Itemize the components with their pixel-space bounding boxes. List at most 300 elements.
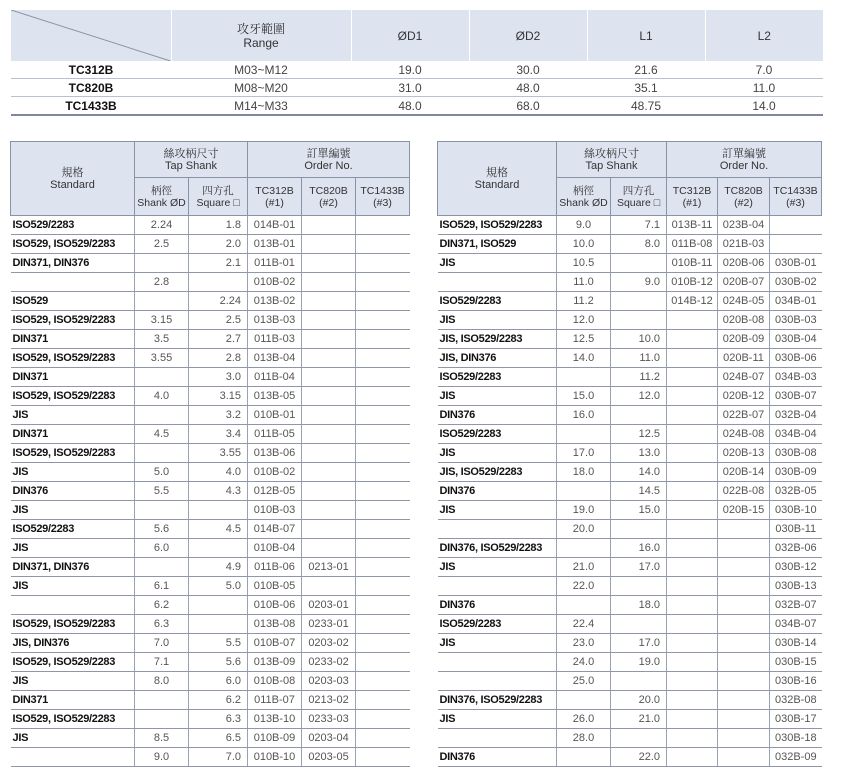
range-row (11, 79, 823, 97)
order-tc820b-cell (718, 691, 770, 710)
shank-od-cell (135, 368, 189, 387)
order-tc820b-cell: 020B-09 (718, 330, 770, 349)
order-tc820b-cell (718, 672, 770, 691)
standard-cell (438, 729, 557, 748)
standard-cell: ISO529/2283 (11, 520, 135, 539)
square-cell: 11.2 (611, 368, 667, 387)
square-cell: 4.0 (189, 463, 248, 482)
shank-od-cell (135, 444, 189, 463)
shank-od-cell: 2.5 (135, 235, 189, 254)
order-tc312b-cell: 013B-03 (248, 311, 302, 330)
order-tc1433b-cell: 030B-04 (770, 330, 822, 349)
l2-cell: 14.0 (705, 97, 823, 116)
shank-od-cell (135, 691, 189, 710)
table-row (438, 406, 822, 425)
order-tc312b-cell: 010B-01 (248, 406, 302, 425)
shank-header-row-1 (438, 142, 822, 178)
standard-cell: JIS (438, 558, 557, 577)
standard-cell: JIS (438, 710, 557, 729)
d1-header: ØD1 (351, 10, 469, 61)
order-tc1433b-cell: 034B-04 (770, 425, 822, 444)
order-tc1433b-cell (356, 273, 410, 292)
standard-cell: JIS (438, 387, 557, 406)
order-no-header (667, 142, 822, 178)
order-tc1433b-cell: 030B-18 (770, 729, 822, 748)
order-tc820b-cell (718, 653, 770, 672)
range-header-zh: 攻牙範圍 (236, 21, 285, 36)
order-tc1433b-cell (356, 539, 410, 558)
order-tc1433b-cell (770, 235, 822, 254)
shank-od-cell: 19.0 (557, 501, 611, 520)
square-cell (611, 292, 667, 311)
standard-cell: ISO529, ISO529/2283 (11, 349, 135, 368)
shank-od-cell: 10.0 (557, 235, 611, 254)
table-row (11, 349, 410, 368)
order-tc820b-cell (302, 330, 356, 349)
order-tc1433b-cell (356, 349, 410, 368)
order-tc312b-cell (667, 349, 718, 368)
table-row (438, 691, 822, 710)
l2-cell: 7.0 (705, 61, 823, 79)
order-tc820b-cell (718, 615, 770, 634)
shank-od-cell (557, 482, 611, 501)
order-tc312b-cell: 010B-10 (248, 748, 302, 767)
order-tc1433b-cell (770, 216, 822, 235)
standard-cell: ISO529, ISO529/2283 (11, 235, 135, 254)
table-row (11, 710, 410, 729)
standard-cell: ISO529, ISO529/2283 (11, 387, 135, 406)
order-tc820b-cell: 021B-03 (718, 235, 770, 254)
tc312b-header-model: TC312B (255, 184, 294, 197)
standard-cell: DIN371, DIN376 (11, 254, 135, 273)
order-tc1433b-cell (356, 368, 410, 387)
square-cell: 3.55 (189, 444, 248, 463)
square-cell: 15.0 (611, 501, 667, 520)
order-tc312b-cell: 010B-11 (667, 254, 718, 273)
order-tc312b-cell (667, 406, 718, 425)
square-cell: 4.9 (189, 558, 248, 577)
shank-od-cell: 15.0 (557, 387, 611, 406)
order-tc1433b-cell (356, 710, 410, 729)
d2-cell: 30.0 (469, 61, 587, 79)
order-tc1433b-cell (356, 425, 410, 444)
standard-cell: DIN376 (438, 748, 557, 767)
square-cell: 6.2 (189, 691, 248, 710)
table-row (11, 558, 410, 577)
standard-cell: ISO529/2283 (438, 292, 557, 311)
d1-cell: 31.0 (351, 79, 469, 97)
square-cell: 2.1 (189, 254, 248, 273)
square-cell: 2.7 (189, 330, 248, 349)
square-cell: 12.0 (611, 387, 667, 406)
order-tc1433b-cell: 030B-10 (770, 501, 822, 520)
range-row (11, 97, 823, 116)
square-cell: 14.5 (611, 482, 667, 501)
standard-cell: JIS (11, 729, 135, 748)
order-tc312b-cell (667, 482, 718, 501)
shank-od-cell: 9.0 (557, 216, 611, 235)
shank-od-cell: 5.0 (135, 463, 189, 482)
order-tc1433b-cell (356, 387, 410, 406)
table-row (11, 729, 410, 748)
model-cell: TC1433B (11, 97, 171, 116)
order-no-header-en: Order No. (304, 159, 353, 172)
order-tc820b-cell: 020B-11 (718, 349, 770, 368)
order-tc1433b-cell (356, 577, 410, 596)
order-tc312b-cell (667, 501, 718, 520)
order-tc820b-cell: 0203-04 (302, 729, 356, 748)
standard-header (11, 142, 135, 216)
table-row (11, 254, 410, 273)
table-row (438, 292, 822, 311)
square-cell: 16.0 (611, 539, 667, 558)
order-tc1433b-cell: 030B-08 (770, 444, 822, 463)
order-tc820b-cell (302, 254, 356, 273)
order-tc820b-cell (302, 292, 356, 311)
table-row (11, 501, 410, 520)
tc1433b-header-model: TC1433B (773, 184, 818, 197)
order-tc820b-cell: 020B-06 (718, 254, 770, 273)
l2-cell: 11.0 (705, 79, 823, 97)
order-tc820b-cell: 020B-07 (718, 273, 770, 292)
order-tc312b-cell: 013B-06 (248, 444, 302, 463)
order-tc1433b-cell (356, 615, 410, 634)
square-cell (189, 596, 248, 615)
table-row (438, 501, 822, 520)
table-row (11, 444, 410, 463)
order-tc820b-cell: 0203-02 (302, 634, 356, 653)
shank-od-cell: 22.0 (557, 577, 611, 596)
order-tc312b-cell (667, 425, 718, 444)
order-tc1433b-cell: 030B-17 (770, 710, 822, 729)
l2-header: L2 (705, 10, 823, 61)
tap-shank-left-body (11, 216, 410, 767)
standard-cell: DIN371 (11, 691, 135, 710)
standard-header-zh: 規格 (61, 166, 84, 179)
model-cell: TC312B (11, 61, 171, 79)
table-row (438, 273, 822, 292)
table-row (438, 482, 822, 501)
shank-od-cell (135, 406, 189, 425)
shank-od-header-zh: 柄徑 (573, 184, 594, 197)
tap-shank-header-zh: 絲攻柄尺寸 (584, 147, 639, 160)
order-tc820b-cell: 024B-05 (718, 292, 770, 311)
square-cell: 4.5 (189, 520, 248, 539)
table-row (438, 634, 822, 653)
square-cell: 1.8 (189, 216, 248, 235)
standard-cell (11, 273, 135, 292)
order-tc312b-cell: 013B-01 (248, 235, 302, 254)
standard-cell: ISO529, ISO529/2283 (438, 216, 557, 235)
table-row (11, 311, 410, 330)
standard-cell: ISO529, ISO529/2283 (11, 653, 135, 672)
shank-od-cell (557, 691, 611, 710)
order-tc1433b-cell (356, 482, 410, 501)
order-no-header-en: Order No. (719, 159, 769, 172)
square-header-en: Square □ (196, 196, 240, 209)
order-tc312b-cell: 011B-08 (667, 235, 718, 254)
square-cell: 14.0 (611, 463, 667, 482)
standard-cell: JIS (11, 406, 135, 425)
order-tc1433b-cell (356, 596, 410, 615)
square-cell: 9.0 (611, 273, 667, 292)
tc1433b-header (356, 178, 410, 216)
order-tc820b-cell (718, 577, 770, 596)
square-cell (611, 615, 667, 634)
shank-od-cell: 23.0 (557, 634, 611, 653)
shank-od-cell: 9.0 (135, 748, 189, 767)
standard-cell (438, 577, 557, 596)
table-row (438, 311, 822, 330)
order-tc1433b-cell: 030B-01 (770, 254, 822, 273)
table-row (438, 235, 822, 254)
order-tc1433b-cell (356, 330, 410, 349)
order-tc1433b-cell: 032B-06 (770, 539, 822, 558)
order-tc312b-cell (667, 577, 718, 596)
order-tc820b-cell (302, 425, 356, 444)
order-tc312b-cell: 012B-05 (248, 482, 302, 501)
l1-cell: 21.6 (587, 61, 705, 79)
shank-od-cell: 4.0 (135, 387, 189, 406)
order-tc820b-cell: 0213-01 (302, 558, 356, 577)
square-cell: 7.1 (611, 216, 667, 235)
order-tc1433b-cell (356, 444, 410, 463)
tc820b-header (718, 178, 770, 216)
order-tc312b-cell (667, 596, 718, 615)
table-row (438, 463, 822, 482)
shank-od-cell: 11.0 (557, 273, 611, 292)
standard-cell: ISO529/2283 (438, 368, 557, 387)
tc312b-header-num: (#1) (265, 196, 284, 209)
shank-header-row-1 (11, 142, 410, 178)
square-cell: 3.15 (189, 387, 248, 406)
shank-od-cell: 14.0 (557, 349, 611, 368)
shank-od-cell: 6.1 (135, 577, 189, 596)
shank-od-cell: 3.55 (135, 349, 189, 368)
table-row (11, 539, 410, 558)
order-tc312b-cell: 010B-04 (248, 539, 302, 558)
table-row (438, 520, 822, 539)
shank-od-header (135, 178, 189, 216)
table-row (438, 653, 822, 672)
order-tc820b-cell: 020B-12 (718, 387, 770, 406)
order-tc312b-cell: 013B-02 (248, 292, 302, 311)
order-tc1433b-cell: 030B-15 (770, 653, 822, 672)
order-tc312b-cell (667, 368, 718, 387)
order-tc820b-cell (302, 349, 356, 368)
standard-cell: JIS, DIN376 (438, 349, 557, 368)
table-row (438, 729, 822, 748)
order-tc820b-cell: 024B-07 (718, 368, 770, 387)
table-row (11, 273, 410, 292)
tc820b-header-num: (#2) (319, 196, 338, 209)
order-tc1433b-cell (356, 235, 410, 254)
standard-cell: DIN376 (438, 406, 557, 425)
table-row (438, 216, 822, 235)
table-row (11, 482, 410, 501)
tc820b-header (302, 178, 356, 216)
standard-cell: ISO529/2283 (11, 216, 135, 235)
table-row (11, 463, 410, 482)
standard-cell: JIS (438, 501, 557, 520)
order-tc312b-cell: 011B-03 (248, 330, 302, 349)
order-tc1433b-cell: 030B-13 (770, 577, 822, 596)
standard-cell: JIS (11, 463, 135, 482)
table-row (438, 615, 822, 634)
order-tc312b-cell (667, 520, 718, 539)
standard-cell: ISO529, ISO529/2283 (11, 311, 135, 330)
order-tc820b-cell (302, 539, 356, 558)
standard-cell: DIN371 (11, 425, 135, 444)
shank-od-cell: 7.1 (135, 653, 189, 672)
table-row (11, 368, 410, 387)
order-tc312b-cell (667, 311, 718, 330)
order-tc820b-cell (718, 558, 770, 577)
square-cell: 4.3 (189, 482, 248, 501)
table-row (11, 425, 410, 444)
shank-od-cell (557, 425, 611, 444)
order-tc1433b-cell (356, 406, 410, 425)
order-tc1433b-cell (356, 558, 410, 577)
table-row (11, 634, 410, 653)
standard-cell: DIN376, ISO529/2283 (438, 539, 557, 558)
table-row (438, 444, 822, 463)
order-tc820b-cell (302, 501, 356, 520)
tc1433b-header-model: TC1433B (360, 184, 405, 197)
d1-cell: 19.0 (351, 61, 469, 79)
square-cell (611, 406, 667, 425)
order-tc820b-cell (302, 368, 356, 387)
order-tc1433b-cell: 032B-07 (770, 596, 822, 615)
order-tc1433b-cell (356, 691, 410, 710)
shank-od-cell: 12.5 (557, 330, 611, 349)
order-tc312b-cell (667, 444, 718, 463)
square-cell (189, 501, 248, 520)
table-row (438, 368, 822, 387)
tc312b-header-num: (#1) (682, 196, 702, 209)
order-tc820b-cell (302, 406, 356, 425)
order-tc1433b-cell: 030B-11 (770, 520, 822, 539)
order-tc312b-cell: 010B-12 (667, 273, 718, 292)
order-tc312b-cell: 010B-08 (248, 672, 302, 691)
order-tc820b-cell (302, 235, 356, 254)
table-row (438, 672, 822, 691)
table-row (11, 235, 410, 254)
order-tc1433b-cell: 032B-05 (770, 482, 822, 501)
square-cell: 10.0 (611, 330, 667, 349)
diagonal-line-icon (11, 10, 171, 61)
order-tc820b-cell: 020B-15 (718, 501, 770, 520)
order-tc820b-cell: 020B-13 (718, 444, 770, 463)
shank-od-cell: 22.4 (557, 615, 611, 634)
square-cell: 21.0 (611, 710, 667, 729)
order-tc1433b-cell: 030B-02 (770, 273, 822, 292)
square-cell: 19.0 (611, 653, 667, 672)
table-row (11, 596, 410, 615)
shank-od-cell: 2.24 (135, 216, 189, 235)
order-tc1433b-cell (356, 501, 410, 520)
square-cell: 6.0 (189, 672, 248, 691)
square-header-zh: 四方孔 (622, 184, 655, 197)
order-tc820b-cell (302, 216, 356, 235)
order-tc820b-cell: 022B-08 (718, 482, 770, 501)
order-tc1433b-cell (356, 292, 410, 311)
square-cell: 8.0 (611, 235, 667, 254)
table-row (11, 672, 410, 691)
standard-cell: DIN371, ISO529 (438, 235, 557, 254)
order-tc312b-cell: 010B-02 (248, 463, 302, 482)
order-tc1433b-cell (356, 520, 410, 539)
order-tc1433b-cell: 030B-14 (770, 634, 822, 653)
square-cell: 7.0 (189, 748, 248, 767)
shank-od-cell: 11.2 (557, 292, 611, 311)
order-tc312b-cell: 010B-02 (248, 273, 302, 292)
order-tc820b-cell (302, 387, 356, 406)
square-cell (189, 539, 248, 558)
standard-cell: JIS (438, 311, 557, 330)
shank-od-cell: 16.0 (557, 406, 611, 425)
shank-od-cell (135, 501, 189, 520)
order-tc312b-cell: 014B-12 (667, 292, 718, 311)
order-tc312b-cell (667, 539, 718, 558)
shank-od-cell: 12.0 (557, 311, 611, 330)
tap-shank-right-body (438, 216, 822, 767)
square-cell: 6.5 (189, 729, 248, 748)
square-cell (611, 254, 667, 273)
standard-cell: JIS (11, 672, 135, 691)
table-row (11, 748, 410, 767)
table-row (11, 216, 410, 235)
table-row (438, 748, 822, 767)
shank-od-header (557, 178, 611, 216)
order-tc820b-cell: 023B-04 (718, 216, 770, 235)
standard-cell: DIN371 (11, 330, 135, 349)
range-header-en: Range (243, 35, 279, 50)
square-header-en: Square □ (616, 196, 661, 209)
order-tc1433b-cell: 030B-12 (770, 558, 822, 577)
square-cell: 3.2 (189, 406, 248, 425)
square-cell (611, 672, 667, 691)
order-tc820b-cell: 0233-01 (302, 615, 356, 634)
square-cell (189, 615, 248, 634)
shank-od-cell: 8.0 (135, 672, 189, 691)
standard-cell: DIN376, ISO529/2283 (438, 691, 557, 710)
d2-header: ØD2 (469, 10, 587, 61)
standard-cell: ISO529/2283 (438, 425, 557, 444)
tap-shank-header-en: Tap Shank (165, 159, 217, 172)
standard-cell: JIS (438, 254, 557, 273)
tc820b-header-num: (#2) (734, 196, 753, 209)
order-tc312b-cell: 010B-09 (248, 729, 302, 748)
shank-od-cell (557, 748, 611, 767)
order-tc820b-cell: 0233-02 (302, 653, 356, 672)
square-cell (611, 311, 667, 330)
order-tc820b-cell (302, 311, 356, 330)
standard-cell: JIS (11, 577, 135, 596)
order-tc820b-cell (718, 634, 770, 653)
square-cell: 17.0 (611, 558, 667, 577)
shank-od-cell: 24.0 (557, 653, 611, 672)
order-tc1433b-cell: 032B-04 (770, 406, 822, 425)
order-tc312b-cell: 014B-07 (248, 520, 302, 539)
standard-cell: JIS (11, 501, 135, 520)
order-tc820b-cell (302, 463, 356, 482)
shank-od-cell: 4.5 (135, 425, 189, 444)
square-cell: 5.0 (189, 577, 248, 596)
order-tc312b-cell: 013B-10 (248, 710, 302, 729)
order-tc1433b-cell (356, 216, 410, 235)
range-table-header (11, 10, 823, 61)
